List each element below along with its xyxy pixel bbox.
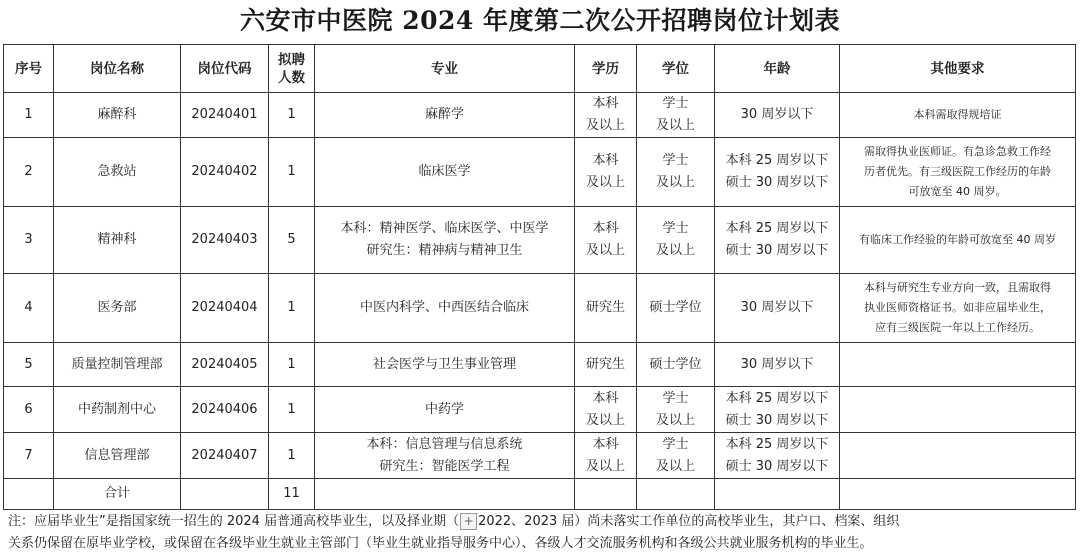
- cell-other: [840, 479, 1076, 510]
- cell-name: 精神科: [54, 207, 181, 274]
- cell-name: 质量控制管理部: [54, 343, 181, 387]
- cell-count: 1: [269, 138, 315, 207]
- cell-code: 20240402: [181, 138, 269, 207]
- total-count: 11: [269, 479, 315, 510]
- header-count: 拟聘 人数: [269, 45, 315, 93]
- cell-name: 信息管理部: [54, 433, 181, 479]
- recruitment-table: [3, 44, 1076, 510]
- cell-other: [840, 387, 1076, 433]
- cell-major: 社会医学与卫生事业管理: [315, 343, 575, 387]
- cell-no: 3: [4, 207, 54, 274]
- cell-other: 需取得执业医师证。有急诊急救工作经 历者优先。有三级医院工作经历的年龄 可放宽至 40 周岁。: [840, 138, 1076, 207]
- cell-degree: 学士 及以上: [637, 387, 715, 433]
- total-row: [4, 479, 1076, 510]
- cell-count: 5: [269, 207, 315, 274]
- cell-major: 中医内科学、中西医结合临床: [315, 274, 575, 343]
- cell-edu: 本科 及以上: [575, 433, 637, 479]
- table-header-row: [4, 45, 1076, 93]
- header-degree: 学位: [637, 45, 715, 93]
- page-title: 六安市中医院 2024 年度第二次公开招聘岗位计划表: [240, 6, 840, 35]
- cell-other: [840, 433, 1076, 479]
- cell-name: 医务部: [54, 274, 181, 343]
- cell-major: [315, 479, 575, 510]
- footnote-text-start: 注：应届毕业生”是指国家统一招生的 2024 届普通高校毕业生，以及择业期（: [8, 514, 460, 529]
- header-edu: 学历: [575, 45, 637, 93]
- cell-edu: 本科 及以上: [575, 207, 637, 274]
- cell-no: 5: [4, 343, 54, 387]
- header-no: 序号: [4, 45, 54, 93]
- table-row: [4, 207, 1076, 274]
- cell-code: 20240401: [181, 93, 269, 138]
- header-other: 其他要求: [840, 45, 1076, 93]
- cell-other: 有临床工作经验的年龄可放宽至 40 周岁: [840, 207, 1076, 274]
- table-row: [4, 433, 1076, 479]
- cell-code: 20240404: [181, 274, 269, 343]
- cell-degree: 学士 及以上: [637, 93, 715, 138]
- cell-other: 本科需取得规培证: [840, 93, 1076, 138]
- cell-no: 4: [4, 274, 54, 343]
- cell-major: 本科：信息管理与信息系统 研究生：智能医学工程: [315, 433, 575, 479]
- table-row: [4, 138, 1076, 207]
- cell-edu: 研究生: [575, 343, 637, 387]
- cell-degree: 硕士学位: [637, 274, 715, 343]
- cell-age: 本科 25 周岁以下 硕士 30 周岁以下: [715, 387, 840, 433]
- cell-edu: 本科 及以上: [575, 93, 637, 138]
- cell-degree: 硕士学位: [637, 343, 715, 387]
- cell-other: 本科与研究生专业方向一致，且需取得 执业医师资格证书。如非应届毕业生， 应有三级医院一年以上工作经历。: [840, 274, 1076, 343]
- header-code: 岗位代码: [181, 45, 269, 93]
- cell-age: 30 周岁以下: [715, 93, 840, 138]
- header-age: 年龄: [715, 45, 840, 93]
- table-row: [4, 93, 1076, 138]
- cell-major: 中药学: [315, 387, 575, 433]
- cell-degree: 学士 及以上: [637, 138, 715, 207]
- cell-no: 2: [4, 138, 54, 207]
- cell-major: 临床医学: [315, 138, 575, 207]
- cell-count: 1: [269, 387, 315, 433]
- cell-degree: 学士 及以上: [637, 433, 715, 479]
- table-row: [4, 274, 1076, 343]
- cell-code: 20240403: [181, 207, 269, 274]
- header-name: 岗位名称: [54, 45, 181, 93]
- cell-edu: 本科 及以上: [575, 387, 637, 433]
- cell-other: [840, 343, 1076, 387]
- cell-major: 本科：精神医学、临床医学、中医学 研究生：精神病与精神卫生: [315, 207, 575, 274]
- cell-no: [4, 479, 54, 510]
- cell-count: 1: [269, 93, 315, 138]
- cell-code: 20240407: [181, 433, 269, 479]
- cell-count: 1: [269, 433, 315, 479]
- cell-name: 麻醉科: [54, 93, 181, 138]
- plus-icon: +: [460, 513, 477, 530]
- table-row: [4, 343, 1076, 387]
- cell-age: 本科 25 周岁以下 硕士 30 周岁以下: [715, 207, 840, 274]
- table-row: [4, 387, 1076, 433]
- cell-degree: [637, 479, 715, 510]
- footnote-text-end: 2022、2023 届）尚未落实工作单位的高校毕业生，其户口、档案、组织 关系仍保留在原毕业学校，或保留在各级毕业生就业主管部门（毕业生就业指导服务中心）、各级人才交流服务机构和各级公共就业服务机构的毕业生。: [8, 514, 900, 551]
- header-major: 专业: [315, 45, 575, 93]
- footnote: [8, 511, 1076, 555]
- cell-code: 20240406: [181, 387, 269, 433]
- cell-age: [715, 479, 840, 510]
- cell-code: 20240405: [181, 343, 269, 387]
- cell-name: 急救站: [54, 138, 181, 207]
- cell-name: 中药制剂中心: [54, 387, 181, 433]
- cell-count: 1: [269, 274, 315, 343]
- cell-age: 30 周岁以下: [715, 343, 840, 387]
- cell-no: 7: [4, 433, 54, 479]
- cell-age: 30 周岁以下: [715, 274, 840, 343]
- cell-count: 1: [269, 343, 315, 387]
- cell-edu: 研究生: [575, 274, 637, 343]
- cell-age: 本科 25 周岁以下 硕士 30 周岁以下: [715, 138, 840, 207]
- cell-degree: 学士 及以上: [637, 207, 715, 274]
- cell-edu: [575, 479, 637, 510]
- cell-no: 6: [4, 387, 54, 433]
- cell-no: 1: [4, 93, 54, 138]
- cell-age: 本科 25 周岁以下 硕士 30 周岁以下: [715, 433, 840, 479]
- cell-major: 麻醉学: [315, 93, 575, 138]
- total-label: 合计: [54, 479, 181, 510]
- cell-edu: 本科 及以上: [575, 138, 637, 207]
- cell-code: [181, 479, 269, 510]
